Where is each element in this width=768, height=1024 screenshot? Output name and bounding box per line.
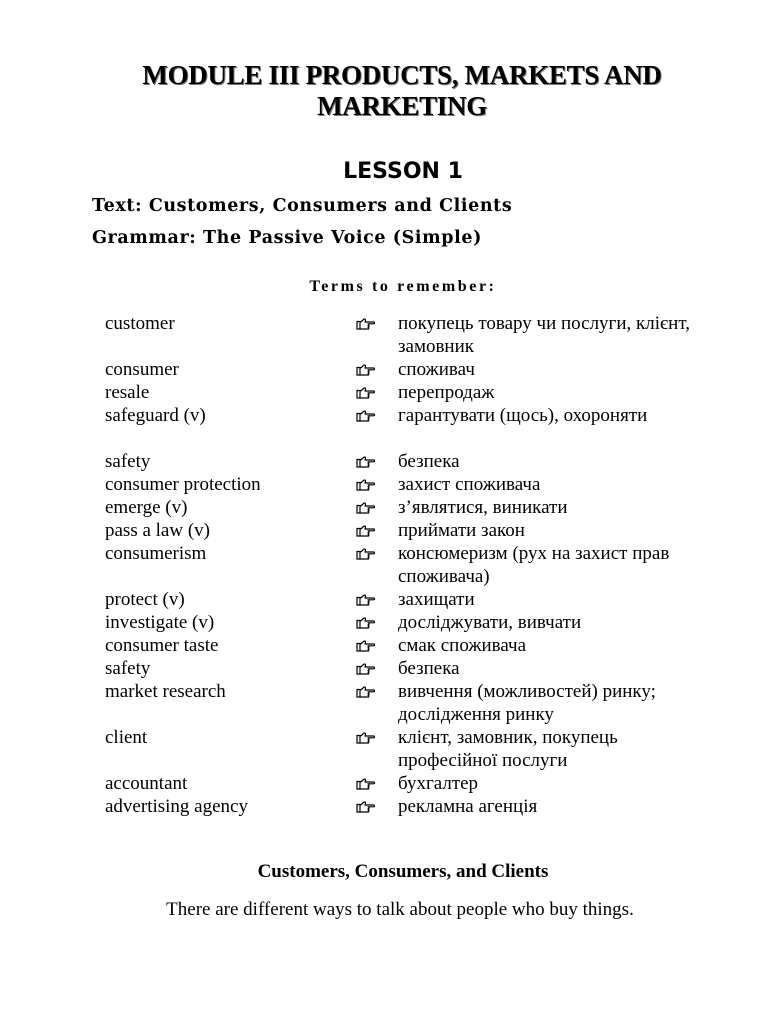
glossary-term: market research — [105, 681, 226, 702]
glossary-term: accountant — [105, 773, 188, 794]
glossary-translation: клієнт, замовник, покупець професійної послуги — [398, 727, 618, 771]
glossary-translation: споживач — [398, 359, 475, 380]
glossary-row — [0, 496, 768, 519]
glossary-term: advertising agency — [105, 796, 248, 817]
glossary-term: consumerism — [105, 543, 207, 564]
glossary-translation: перепродаж — [398, 382, 495, 403]
glossary-row — [0, 542, 768, 588]
glossary-list — [0, 312, 768, 818]
glossary-row — [0, 404, 768, 450]
glossary-translation: консюмеризм (рух на захист прав споживача) — [398, 543, 670, 587]
glossary-row — [0, 726, 768, 772]
glossary-term: pass a law (v) — [105, 520, 210, 541]
pointing-hand-icon — [356, 611, 378, 634]
pointing-hand-icon — [356, 657, 378, 680]
body-paragraph: There are different ways to talk about people who buy things. — [166, 899, 634, 920]
glossary-term: consumer — [105, 359, 179, 380]
glossary-term: customer — [105, 313, 175, 334]
glossary-row — [0, 588, 768, 611]
glossary-row — [0, 358, 768, 381]
glossary-translation: рекламна агенція — [398, 796, 538, 817]
glossary-translation: покупець товару чи послуги, клієнт, замовник — [398, 313, 690, 357]
glossary-row — [0, 634, 768, 657]
glossary-translation: захист споживача — [398, 474, 541, 495]
lesson-heading: LESSON 1 — [343, 159, 463, 184]
glossary-translation: вивчення (можливостей) ринку; дослідження ринку — [398, 681, 656, 725]
pointing-hand-icon — [356, 772, 378, 795]
text-topic-line: Text: Customers, Consumers and Clients — [92, 196, 513, 216]
glossary-term: consumer taste — [105, 635, 219, 656]
glossary-row — [0, 519, 768, 542]
glossary-term: safety — [105, 451, 151, 472]
glossary-term: emerge (v) — [105, 497, 188, 518]
glossary-translation: приймати закон — [398, 520, 525, 541]
glossary-translation: бухгалтер — [398, 773, 479, 794]
terms-heading: Terms to remember: — [309, 278, 497, 295]
pointing-hand-icon — [356, 358, 378, 381]
glossary-translation: смак споживача — [398, 635, 527, 656]
glossary-translation: захищати — [398, 589, 475, 610]
glossary-term: investigate (v) — [105, 612, 215, 633]
glossary-term: client — [105, 727, 148, 748]
pointing-hand-icon — [356, 312, 378, 335]
glossary-row — [0, 381, 768, 404]
pointing-hand-icon — [356, 795, 378, 818]
pointing-hand-icon — [356, 519, 378, 542]
glossary-translation: безпека — [398, 451, 460, 472]
glossary-row — [0, 680, 768, 726]
glossary-translation: безпека — [398, 658, 460, 679]
section-title: Customers, Consumers, and Clients — [257, 861, 549, 882]
module-title: MODULE III PRODUCTS, MARKETS AND MARKETING — [142, 60, 662, 121]
pointing-hand-icon — [356, 496, 378, 519]
glossary-row — [0, 772, 768, 795]
glossary-row — [0, 611, 768, 634]
pointing-hand-icon — [356, 588, 378, 611]
pointing-hand-icon — [356, 726, 378, 749]
glossary-row — [0, 312, 768, 358]
glossary-translation: гарантувати (щось), охороняти — [398, 405, 648, 426]
glossary-translation: досліджувати, вивчати — [398, 612, 582, 633]
glossary-term: protect (v) — [105, 589, 185, 610]
glossary-term: safeguard (v) — [105, 405, 206, 426]
pointing-hand-icon — [356, 381, 378, 404]
glossary-row — [0, 795, 768, 818]
pointing-hand-icon — [356, 680, 378, 703]
glossary-translation: з’являтися, виникати — [398, 497, 568, 518]
pointing-hand-icon — [356, 634, 378, 657]
pointing-hand-icon — [356, 542, 378, 565]
grammar-topic-line: Grammar: The Passive Voice (Simple) — [92, 228, 482, 248]
glossary-term: consumer protection — [105, 474, 261, 495]
glossary-row — [0, 657, 768, 680]
glossary-row — [0, 473, 768, 496]
glossary-term: resale — [105, 382, 150, 403]
glossary-term: safety — [105, 658, 151, 679]
pointing-hand-icon — [356, 404, 378, 427]
glossary-row — [0, 450, 768, 473]
pointing-hand-icon — [356, 473, 378, 496]
pointing-hand-icon — [356, 450, 378, 473]
